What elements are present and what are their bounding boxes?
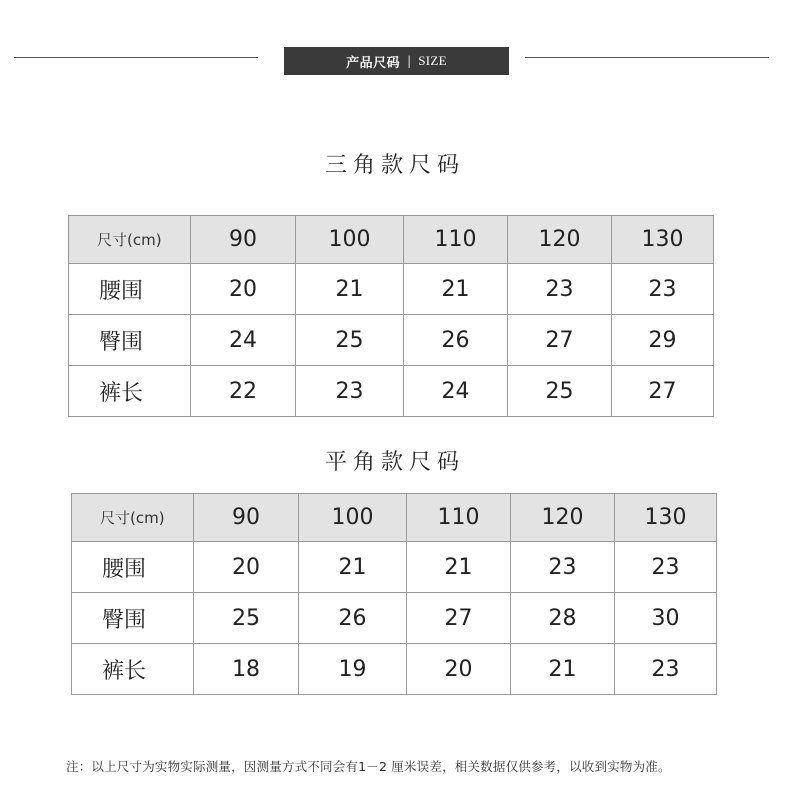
size-col: 130 [612, 216, 714, 264]
table-cell: 20 [194, 542, 299, 593]
row-label: 裤长 [72, 644, 194, 695]
table-cell: 18 [194, 644, 299, 695]
header-rule-right [525, 57, 769, 58]
table-cell: 26 [404, 315, 508, 366]
table-cell: 25 [194, 593, 299, 644]
table-cell: 21 [296, 264, 404, 315]
table-cell: 19 [299, 644, 407, 695]
size-col: 110 [407, 494, 511, 542]
banner-title-en: SIZE [418, 53, 447, 68]
size-col: 110 [404, 216, 508, 264]
table-cell: 23 [511, 542, 615, 593]
boxers-section-title: 平角款尺码 [324, 450, 465, 475]
table-row [69, 264, 714, 315]
table-cell: 21 [299, 542, 407, 593]
row-label: 腰围 [72, 542, 194, 593]
size-col: 130 [615, 494, 717, 542]
table-row [72, 593, 717, 644]
table-cell: 22 [191, 366, 296, 417]
size-banner [284, 47, 509, 75]
table-cell: 23 [615, 644, 717, 695]
table-cell: 23 [615, 542, 717, 593]
table-cell: 25 [508, 366, 612, 417]
table-cell: 21 [511, 644, 615, 695]
header-rule-left [14, 57, 258, 58]
row-label: 臀围 [72, 593, 194, 644]
boxers-size-table [71, 493, 717, 695]
size-col: 90 [194, 494, 299, 542]
table-cell: 21 [404, 264, 508, 315]
table-cell: 21 [407, 542, 511, 593]
table-header-row [69, 216, 714, 264]
table-header-row [72, 494, 717, 542]
table-cell: 25 [296, 315, 404, 366]
size-head-label: 尺寸(cm) [69, 216, 191, 264]
measurement-footnote: 注：以上尺寸为实物实际测量，因测量方式不同会有1－2 厘米误差，相关数据仅供参考，以收到实物为准。 [66, 759, 671, 774]
briefs-size-table [68, 215, 714, 417]
table-cell: 23 [296, 366, 404, 417]
table-cell: 24 [404, 366, 508, 417]
banner-separator: | [407, 54, 412, 68]
size-col: 120 [511, 494, 615, 542]
banner-title-cn: 产品尺码 [346, 55, 401, 71]
table-cell: 27 [612, 366, 714, 417]
table-cell: 23 [612, 264, 714, 315]
size-col: 120 [508, 216, 612, 264]
table-cell: 24 [191, 315, 296, 366]
table-row [69, 366, 714, 417]
briefs-section-title: 三角款尺码 [324, 153, 465, 178]
table-row [72, 542, 717, 593]
table-cell: 20 [407, 644, 511, 695]
row-label: 裤长 [69, 366, 191, 417]
size-col: 100 [299, 494, 407, 542]
table-row [72, 644, 717, 695]
table-cell: 27 [407, 593, 511, 644]
table-row [69, 315, 714, 366]
table-cell: 26 [299, 593, 407, 644]
table-cell: 30 [615, 593, 717, 644]
size-col: 90 [191, 216, 296, 264]
size-head-label: 尺寸(cm) [72, 494, 194, 542]
row-label: 臀围 [69, 315, 191, 366]
table-cell: 29 [612, 315, 714, 366]
table-cell: 23 [508, 264, 612, 315]
table-cell: 20 [191, 264, 296, 315]
table-cell: 28 [511, 593, 615, 644]
row-label: 腰围 [69, 264, 191, 315]
size-col: 100 [296, 216, 404, 264]
table-cell: 27 [508, 315, 612, 366]
